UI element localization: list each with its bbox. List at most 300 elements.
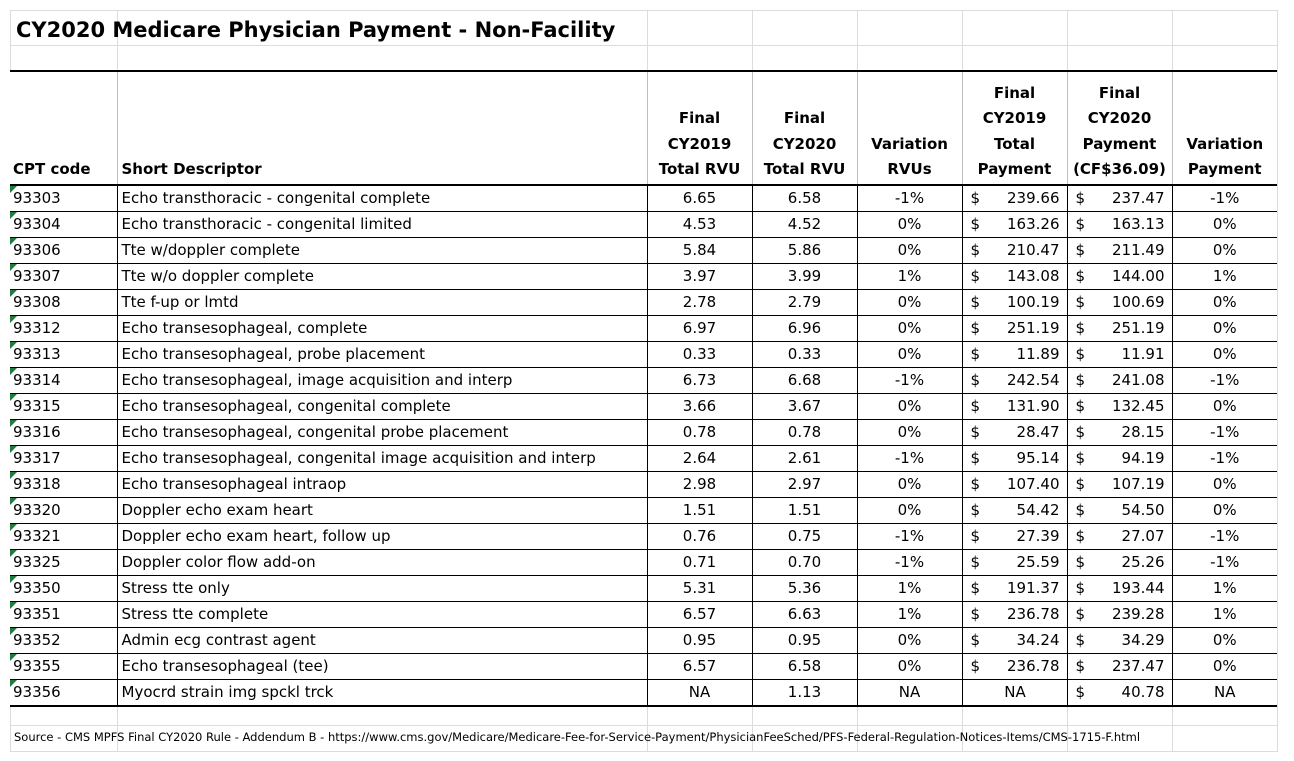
payment-2020-cell [1067,576,1172,602]
amount: 242.54 [1007,371,1060,389]
currency-value [963,628,1067,653]
cell-flag-icon [10,628,17,635]
rvu-2019-cell: 0.95 [647,628,752,654]
currency-value [963,264,1067,289]
currency-value [963,186,1067,211]
table-row [10,524,1277,550]
payment-2019-cell [962,446,1067,472]
rvu-2020-cell: 1.13 [752,680,857,707]
currency-value [963,472,1067,497]
payment-2019-cell [962,550,1067,576]
amount: 100.19 [1007,293,1060,311]
amount: 25.59 [1016,553,1060,571]
currency-symbol: $ [1075,475,1086,493]
descriptor-cell: Myocrd strain img spckl trck [117,680,647,707]
currency-value [963,550,1067,575]
table-row [10,576,1277,602]
cpt-code-cell [10,472,117,498]
variation-payment-cell: 0% [1172,472,1277,498]
variation-rvu-cell: 0% [857,394,962,420]
descriptor-cell: Doppler echo exam heart [117,498,647,524]
currency-symbol: $ [1075,631,1086,649]
amount: 11.91 [1121,345,1165,363]
variation-payment-cell: 0% [1172,628,1277,654]
cpt-code: 93316 [13,423,61,441]
currency-value [963,394,1067,419]
cell-flag-icon [10,212,17,219]
variation-rvu-cell: -1% [857,368,962,394]
rvu-2019-cell: 6.73 [647,368,752,394]
header-rvu-2020: Final CY2020 Total RVU [752,71,857,185]
header-variation-payment: Variation Payment [1172,71,1277,185]
payment-2019-cell [962,264,1067,290]
variation-rvu-cell: 0% [857,628,962,654]
cpt-code-cell [10,628,117,654]
currency-value [1068,264,1172,289]
header-rvu-2019: Final CY2019 Total RVU [647,71,752,185]
currency-value [1068,602,1172,627]
rvu-2019-cell: 1.51 [647,498,752,524]
table-row [10,472,1277,498]
payment-2020-cell [1067,185,1172,212]
amount: 27.39 [1016,527,1060,545]
cell-flag-icon [10,498,17,505]
cpt-code: 93321 [13,527,61,545]
variation-payment-cell: 1% [1172,576,1277,602]
currency-value [963,316,1067,341]
currency-symbol: $ [1075,371,1086,389]
variation-payment-cell: -1% [1172,368,1277,394]
table-row [10,654,1277,680]
rvu-2020-cell: 3.99 [752,264,857,290]
rvu-2020-cell: 6.58 [752,185,857,212]
currency-value [1068,550,1172,575]
variation-rvu-cell: 0% [857,654,962,680]
cell-flag-icon [10,186,17,193]
cpt-code-cell [10,654,117,680]
amount: 191.37 [1007,579,1060,597]
cpt-code-cell [10,316,117,342]
rvu-2019-cell: 2.78 [647,290,752,316]
amount: 28.47 [1016,423,1060,441]
table-row [10,420,1277,446]
cpt-code-cell [10,498,117,524]
rvu-2020-cell: 0.75 [752,524,857,550]
currency-symbol: $ [970,475,981,493]
cpt-code: 93325 [13,553,61,571]
currency-symbol: $ [1075,605,1086,623]
variation-rvu-cell: 1% [857,576,962,602]
descriptor-cell: Tte w/o doppler complete [117,264,647,290]
currency-symbol: $ [970,345,981,363]
header-payment-2019: Final CY2019 Total Payment [962,71,1067,185]
variation-payment-cell: 0% [1172,316,1277,342]
amount: 239.66 [1007,189,1060,207]
descriptor-cell: Echo transesophageal intraop [117,472,647,498]
amount: 54.50 [1121,501,1165,519]
currency-value [1068,368,1172,393]
currency-symbol: $ [970,579,981,597]
cpt-code: 93318 [13,475,61,493]
variation-payment-cell: 0% [1172,212,1277,238]
currency-symbol: $ [1075,241,1086,259]
amount: 95.14 [1016,449,1060,467]
currency-symbol: $ [1075,293,1086,311]
currency-symbol: $ [1075,189,1086,207]
payment-2019-cell [962,185,1067,212]
currency-value [1068,290,1172,315]
rvu-2020-cell: 5.86 [752,238,857,264]
currency-symbol: $ [970,449,981,467]
currency-symbol: $ [970,631,981,649]
rvu-2019-cell: 4.53 [647,212,752,238]
amount: 236.78 [1007,657,1060,675]
header-row [10,71,1277,185]
currency-value [1068,576,1172,601]
currency-value [1068,446,1172,471]
amount: 25.26 [1121,553,1165,571]
currency-value [1068,680,1172,705]
payment-2020-cell [1067,472,1172,498]
amount: 211.49 [1112,241,1165,259]
descriptor-cell: Doppler echo exam heart, follow up [117,524,647,550]
payment-2019-cell [962,628,1067,654]
gridline [10,725,1277,726]
currency-value [1068,342,1172,367]
payment-2019-cell [962,654,1067,680]
rvu-2019-cell: 0.76 [647,524,752,550]
amount: 237.47 [1112,657,1165,675]
cpt-code: 93350 [13,579,61,597]
rvu-2020-cell: 4.52 [752,212,857,238]
currency-symbol: $ [970,397,981,415]
currency-symbol: $ [1075,215,1086,233]
cpt-code: 93355 [13,657,61,675]
cpt-code: 93307 [13,267,61,285]
currency-symbol: $ [970,527,981,545]
rvu-2020-cell: 1.51 [752,498,857,524]
descriptor-cell: Echo transesophageal (tee) [117,654,647,680]
variation-payment-cell: -1% [1172,550,1277,576]
currency-symbol: $ [970,501,981,519]
cell-flag-icon [10,446,17,453]
cell-flag-icon [10,524,17,531]
amount: NA [1004,683,1026,701]
table-row [10,550,1277,576]
rvu-2020-cell: 2.97 [752,472,857,498]
variation-payment-cell: -1% [1172,185,1277,212]
currency-symbol: $ [1075,345,1086,363]
payment-2020-cell [1067,316,1172,342]
variation-rvu-cell: 0% [857,472,962,498]
descriptor-cell: Stress tte only [117,576,647,602]
cpt-code-cell [10,602,117,628]
table-row [10,394,1277,420]
variation-rvu-cell: NA [857,680,962,707]
payment-2020-cell [1067,524,1172,550]
table-row [10,498,1277,524]
currency-value [1068,524,1172,549]
currency-value [963,524,1067,549]
amount: 251.19 [1112,319,1165,337]
currency-value [963,420,1067,445]
amount: 237.47 [1112,189,1165,207]
variation-payment-cell: 0% [1172,342,1277,368]
payment-2020-cell [1067,628,1172,654]
payment-2020-cell [1067,264,1172,290]
descriptor-cell: Echo transesophageal, congenital complete [117,394,647,420]
cpt-code-cell [10,524,117,550]
amount: 11.89 [1016,345,1060,363]
currency-symbol: $ [970,267,981,285]
descriptor-cell: Echo transesophageal, congenital image acquisition and interp [117,446,647,472]
rvu-2020-cell: 3.67 [752,394,857,420]
rvu-2019-cell: 0.33 [647,342,752,368]
variation-rvu-cell: -1% [857,550,962,576]
payment-table [10,70,1277,707]
amount: 241.08 [1112,371,1165,389]
rvu-2019-cell: 6.97 [647,316,752,342]
rvu-2020-cell: 2.79 [752,290,857,316]
rvu-2020-cell: 0.78 [752,420,857,446]
amount: 143.08 [1007,267,1060,285]
rvu-2020-cell: 0.33 [752,342,857,368]
variation-payment-cell: -1% [1172,446,1277,472]
rvu-2019-cell: 2.98 [647,472,752,498]
currency-value [963,498,1067,523]
amount: 251.19 [1007,319,1060,337]
cpt-code-cell [10,446,117,472]
rvu-2019-cell: 0.78 [647,420,752,446]
amount: 236.78 [1007,605,1060,623]
currency-symbol: $ [970,319,981,337]
currency-symbol: $ [1075,397,1086,415]
cell-flag-icon [10,264,17,271]
cell-flag-icon [10,472,17,479]
currency-value [1068,654,1172,679]
payment-2020-cell [1067,550,1172,576]
currency-value [963,680,1067,705]
amount: 107.40 [1007,475,1060,493]
source-note: Source - CMS MPFS Final CY2020 Rule - Addendum B - https://www.cms.gov/Medicare/Medicare-Fee-for-Service-Payment/PhysicianFeeSched/PFS-Federal-Regulation-Notices-Items/CMS-1715-F.html [14,730,1141,744]
amount: 94.19 [1121,449,1165,467]
payment-2019-cell [962,602,1067,628]
currency-symbol: $ [1075,579,1086,597]
variation-rvu-cell: 0% [857,498,962,524]
variation-payment-cell: 1% [1172,602,1277,628]
variation-payment-cell: -1% [1172,524,1277,550]
currency-symbol: $ [1075,501,1086,519]
variation-rvu-cell: 1% [857,602,962,628]
table-row [10,342,1277,368]
payment-2019-cell [962,238,1067,264]
cpt-code: 93306 [13,241,61,259]
cpt-code-cell [10,238,117,264]
payment-2020-cell [1067,368,1172,394]
gridline [10,45,1277,46]
cell-flag-icon [10,420,17,427]
rvu-2019-cell: 6.57 [647,654,752,680]
currency-value [963,342,1067,367]
currency-value [1068,212,1172,237]
payment-2019-cell [962,420,1067,446]
cpt-code-cell [10,420,117,446]
rvu-2019-cell: NA [647,680,752,707]
descriptor-cell: Echo transesophageal, probe placement [117,342,647,368]
cell-flag-icon [10,316,17,323]
cpt-code-cell [10,576,117,602]
table-row [10,316,1277,342]
table-row [10,264,1277,290]
rvu-2019-cell: 5.84 [647,238,752,264]
payment-2019-cell [962,212,1067,238]
currency-symbol: $ [1075,527,1086,545]
payment-2020-cell [1067,680,1172,707]
currency-value [963,602,1067,627]
cpt-code: 93304 [13,215,61,233]
currency-value [1068,498,1172,523]
table-row [10,368,1277,394]
amount: 144.00 [1112,267,1165,285]
rvu-2019-cell: 6.65 [647,185,752,212]
amount: 163.26 [1007,215,1060,233]
rvu-2019-cell: 3.97 [647,264,752,290]
payment-2020-cell [1067,446,1172,472]
payment-2020-cell [1067,290,1172,316]
cpt-code-cell [10,212,117,238]
payment-2019-cell [962,290,1067,316]
rvu-2019-cell: 6.57 [647,602,752,628]
variation-rvu-cell: 1% [857,264,962,290]
currency-value [963,368,1067,393]
variation-payment-cell: 0% [1172,654,1277,680]
payment-2019-cell [962,316,1067,342]
rvu-2020-cell: 6.63 [752,602,857,628]
amount: 40.78 [1121,683,1165,701]
payment-2020-cell [1067,420,1172,446]
cpt-code-cell [10,550,117,576]
rvu-2019-cell: 3.66 [647,394,752,420]
variation-rvu-cell: 0% [857,420,962,446]
descriptor-cell: Echo transesophageal, congenital probe placement [117,420,647,446]
amount: 210.47 [1007,241,1060,259]
payment-2020-cell [1067,212,1172,238]
currency-symbol: $ [1075,423,1086,441]
currency-value [963,238,1067,263]
cell-flag-icon [10,576,17,583]
payment-2019-cell [962,394,1067,420]
cpt-code: 93314 [13,371,61,389]
payment-2019-cell [962,576,1067,602]
variation-payment-cell: 0% [1172,394,1277,420]
amount: 239.28 [1112,605,1165,623]
descriptor-cell: Echo transthoracic - congenital complete [117,185,647,212]
cpt-code-cell [10,264,117,290]
rvu-2020-cell: 6.68 [752,368,857,394]
variation-payment-cell: -1% [1172,420,1277,446]
rvu-2020-cell: 0.70 [752,550,857,576]
currency-value [963,446,1067,471]
descriptor-cell: Tte f-up or lmtd [117,290,647,316]
payment-2020-cell [1067,394,1172,420]
currency-symbol: $ [970,423,981,441]
variation-rvu-cell: 0% [857,316,962,342]
payment-2020-cell [1067,602,1172,628]
cpt-code: 93356 [13,683,61,701]
variation-payment-cell: 0% [1172,498,1277,524]
amount: 131.90 [1007,397,1060,415]
descriptor-cell: Tte w/doppler complete [117,238,647,264]
currency-value [963,290,1067,315]
gridline [10,10,1277,11]
variation-rvu-cell: -1% [857,446,962,472]
amount: 28.15 [1121,423,1165,441]
table-row [10,212,1277,238]
payment-2019-cell [962,524,1067,550]
cpt-code: 93320 [13,501,61,519]
table-row [10,238,1277,264]
variation-payment-cell: 1% [1172,264,1277,290]
table-row [10,628,1277,654]
amount: 132.45 [1112,397,1165,415]
currency-symbol: $ [1075,449,1086,467]
amount: 27.07 [1121,527,1165,545]
cpt-code-cell [10,368,117,394]
payment-2019-cell [962,342,1067,368]
amount: 54.42 [1016,501,1060,519]
payment-2019-cell [962,368,1067,394]
variation-rvu-cell: -1% [857,185,962,212]
cell-flag-icon [10,342,17,349]
variation-payment-cell: 0% [1172,238,1277,264]
cpt-code-cell [10,680,117,707]
variation-rvu-cell: 0% [857,238,962,264]
currency-value [1068,420,1172,445]
amount: 34.29 [1121,631,1165,649]
amount: 193.44 [1112,579,1165,597]
amount: 34.24 [1016,631,1060,649]
amount: 107.19 [1112,475,1165,493]
rvu-2020-cell: 6.58 [752,654,857,680]
variation-rvu-cell: 0% [857,342,962,368]
descriptor-cell: Echo transesophageal, image acquisition and interp [117,368,647,394]
gridline [10,751,1277,752]
descriptor-cell: Echo transesophageal, complete [117,316,647,342]
cpt-code: 93308 [13,293,61,311]
currency-symbol: $ [970,371,981,389]
descriptor-cell: Admin ecg contrast agent [117,628,647,654]
amount: 100.69 [1112,293,1165,311]
variation-rvu-cell: 0% [857,290,962,316]
rvu-2020-cell: 0.95 [752,628,857,654]
currency-symbol: $ [970,657,981,675]
currency-symbol: $ [970,553,981,571]
currency-symbol: $ [970,215,981,233]
currency-symbol: $ [970,605,981,623]
rvu-2019-cell: 2.64 [647,446,752,472]
cell-flag-icon [10,290,17,297]
variation-rvu-cell: 0% [857,212,962,238]
descriptor-cell: Echo transthoracic - congenital limited [117,212,647,238]
currency-symbol: $ [1075,683,1086,701]
currency-value [1068,628,1172,653]
currency-value [1068,316,1172,341]
currency-value [1068,472,1172,497]
cell-flag-icon [10,654,17,661]
currency-value [963,212,1067,237]
currency-value [963,654,1067,679]
cell-flag-icon [10,394,17,401]
